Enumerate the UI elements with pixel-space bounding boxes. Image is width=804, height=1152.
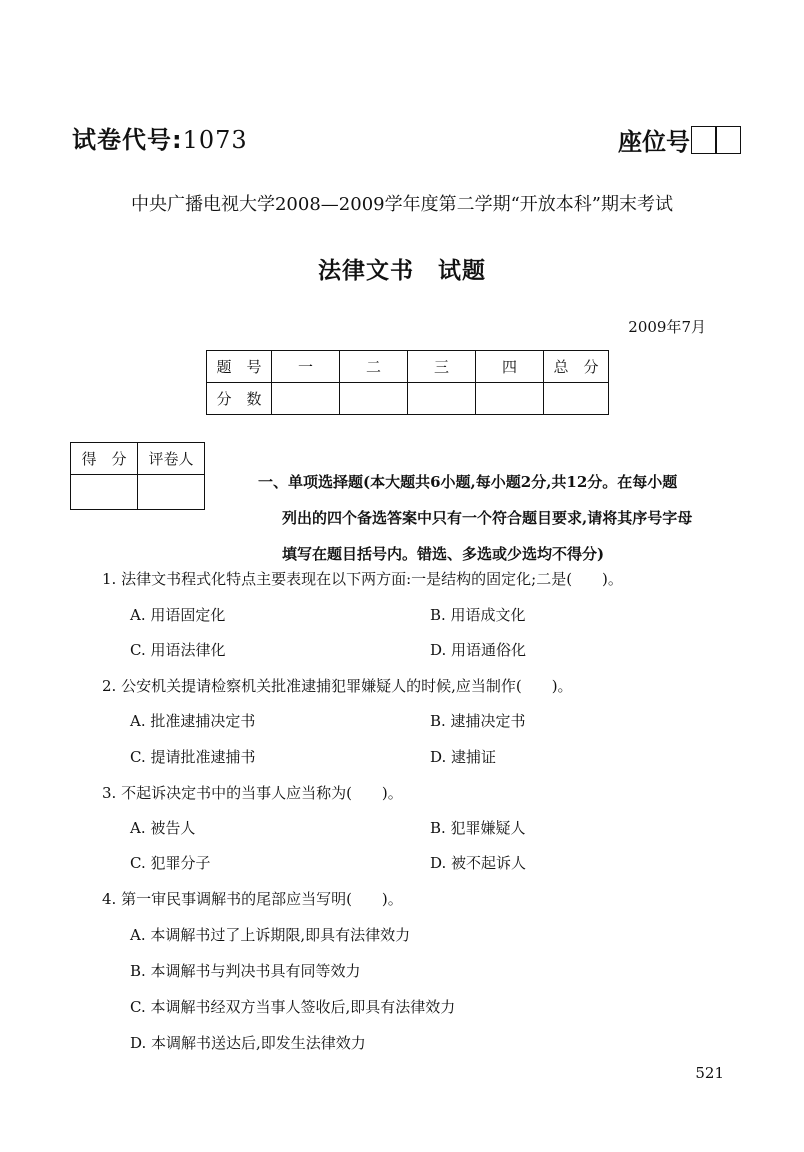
- grader-blank-row: [71, 475, 205, 510]
- exam-date: 2009年7月: [628, 318, 706, 336]
- section-line-2: 列出的四个备选答案中只有一个符合题目要求,请将其序号字母: [282, 509, 693, 527]
- seat-number: [618, 122, 741, 157]
- score-table: [206, 350, 609, 415]
- page-number: 521: [695, 1064, 724, 1082]
- question-3-option-a: A. 被告人: [130, 819, 196, 837]
- paper-code: [72, 120, 248, 155]
- score-value-cell: [476, 383, 544, 415]
- question-4-option-d: D. 本调解书送达后,即发生法律效力: [130, 1034, 366, 1052]
- score-row-label: 分 数: [207, 383, 272, 415]
- question-2-stem: 2. 公安机关提请检察机关批准逮捕犯罪嫌疑人的时候,应当制作( )。: [102, 677, 573, 695]
- question-2-option-d: D. 逮捕证: [430, 748, 497, 766]
- question-4-option-b: B. 本调解书与判决书具有同等效力: [130, 962, 361, 980]
- question-1-option-a: A. 用语固定化: [130, 606, 226, 624]
- score-cell-2: 二: [340, 351, 408, 383]
- exam-subtitle: 中央广播电视大学2008—2009学年度第二学期“开放本科”期末考试: [130, 194, 674, 215]
- question-3-option-d: D. 被不起诉人: [430, 854, 527, 872]
- score-table-header-row: [207, 351, 609, 383]
- question-3-stem: 3. 不起诉决定书中的当事人应当称为( )。: [102, 784, 403, 802]
- question-2-option-b: B. 逮捕决定书: [430, 712, 526, 730]
- grader-score-label: 得 分: [71, 443, 138, 475]
- score-value-cell: [408, 383, 476, 415]
- question-3-option-b: B. 犯罪嫌疑人: [430, 819, 526, 837]
- paper-code-value: 1073: [182, 126, 248, 154]
- question-1-option-c: C. 用语法律化: [130, 641, 226, 659]
- score-cell-3: 三: [408, 351, 476, 383]
- question-2-option-a: A. 批准逮捕决定书: [130, 712, 256, 730]
- question-1-option-b: B. 用语成文化: [430, 606, 526, 624]
- question-4-stem: 4. 第一审民事调解书的尾部应当写明( )。: [102, 890, 403, 908]
- grader-blank-cell: [71, 475, 138, 510]
- question-1-stem: 1. 法律文书程式化特点主要表现在以下两方面:一是结构的固定化;二是( )。: [102, 570, 623, 588]
- grader-header-row: [71, 443, 205, 475]
- section-line-1: 一、单项选择题(本大题共6小题,每小题2分,共12分。在每小题: [258, 473, 678, 491]
- score-value-cell: [272, 383, 340, 415]
- seat-label: 座位号: [618, 128, 690, 156]
- grader-table: [70, 442, 205, 510]
- question-1-option-d: D. 用语通俗化: [430, 641, 527, 659]
- paper-code-label: 试卷代号:: [72, 126, 183, 154]
- seat-box: [715, 126, 741, 154]
- score-value-cell: [544, 383, 609, 415]
- section-line-3: 填写在题目括号内。错选、多选或少选均不得分): [282, 545, 605, 563]
- question-3-option-c: C. 犯罪分子: [130, 854, 211, 872]
- score-cell-label: 题 号: [207, 351, 272, 383]
- score-table-value-row: [207, 383, 609, 415]
- seat-boxes: [692, 126, 741, 154]
- question-4-option-c: C. 本调解书经双方当事人签收后,即具有法律效力: [130, 998, 456, 1016]
- score-cell-1: 一: [272, 351, 340, 383]
- question-4-option-a: A. 本调解书过了上诉期限,即具有法律效力: [130, 926, 411, 944]
- seat-box: [691, 126, 717, 154]
- exam-title: 法律文书 试题: [318, 258, 486, 284]
- score-cell-4: 四: [476, 351, 544, 383]
- score-cell-total: 总 分: [544, 351, 609, 383]
- grader-blank-cell: [138, 475, 205, 510]
- score-value-cell: [340, 383, 408, 415]
- grader-name-label: 评卷人: [138, 443, 205, 475]
- section-instructions: [258, 464, 748, 572]
- question-2-option-c: C. 提请批准逮捕书: [130, 748, 256, 766]
